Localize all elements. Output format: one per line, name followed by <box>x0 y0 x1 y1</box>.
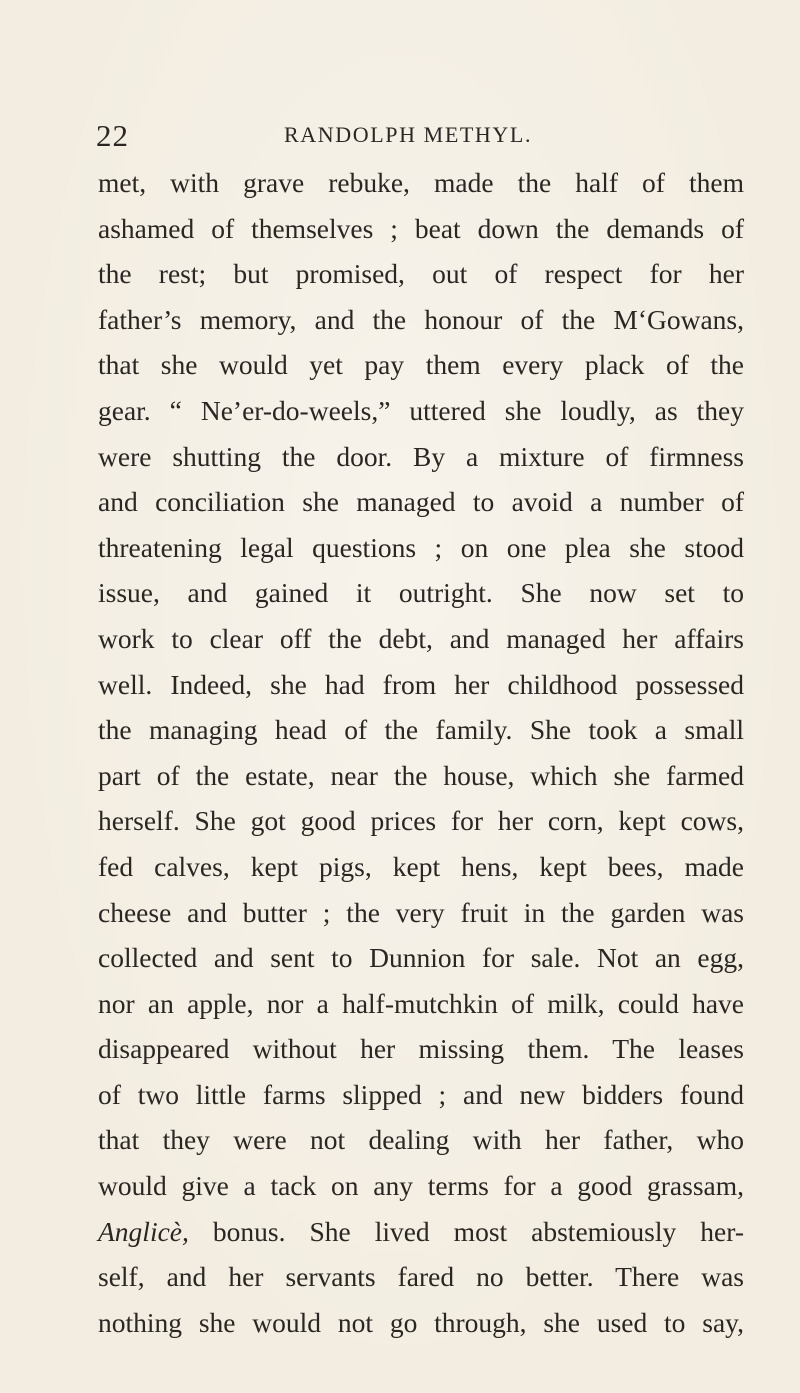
text-line: fed calves, kept pigs, kept hens, kept bees, made <box>98 850 744 882</box>
body-text <box>98 160 744 1345</box>
text-line: that they were not dealing with her father, who <box>98 1124 744 1156</box>
text-line: the managing head of the family. She took a small <box>98 714 744 746</box>
text-line: that she would yet pay them every plack of the <box>98 349 744 381</box>
italic-phrase: Anglicè, <box>98 1215 189 1247</box>
text-line: work to clear off the debt, and managed her affairs <box>98 622 744 654</box>
text-line: part of the estate, near the house, which she farmed <box>98 759 744 791</box>
text-line: ashamed of themselves ; beat down the demands of <box>98 212 744 244</box>
text-line: father’s memory, and the honour of the M‘Gowans, <box>98 303 744 335</box>
page-header <box>96 118 736 158</box>
text-line: well. Indeed, she had from her childhood possessed <box>98 668 744 700</box>
text-line-with-italic <box>98 1209 744 1255</box>
text-line: met, with grave rebuke, made the half of them <box>98 167 744 198</box>
text-line: nothing she would not go through, she used to say, <box>98 1306 744 1338</box>
text-line: would give a tack on any terms for a good grassam, <box>98 1170 744 1202</box>
page-number: 22 <box>96 118 129 153</box>
text-line: issue, and gained it outright. She now set to <box>98 577 744 609</box>
text-line: disappeared without her missing them. The leases <box>98 1033 744 1065</box>
text-line: cheese and butter ; the very fruit in the garden was <box>98 896 744 928</box>
text-line: threatening legal questions ; on one plea she stood <box>98 531 744 563</box>
text-line: were shutting the door. By a mixture of firmness <box>98 440 744 472</box>
text-line: and conciliation she managed to avoid a number of <box>98 486 744 518</box>
text-line: herself. She got good prices for her corn, kept cows, <box>98 805 744 837</box>
running-title: RANDOLPH METHYL. <box>284 122 533 147</box>
text-line: the rest; but promised, out of respect for her <box>98 258 744 290</box>
text-line: of two little farms slipped ; and new bidders found <box>98 1078 744 1110</box>
text-line-rest: bonus. She lived most abstemiously her- <box>212 1215 744 1247</box>
text-line: gear. “ Ne’er-do-weels,” uttered she loudly, as they <box>98 394 744 426</box>
text-line: nor an apple, nor a half-mutchkin of milk, could have <box>98 987 744 1019</box>
text-line: self, and her servants fared no better. There was <box>98 1261 744 1293</box>
text-line: collected and sent to Dunnion for sale. Not an egg, <box>98 942 744 974</box>
